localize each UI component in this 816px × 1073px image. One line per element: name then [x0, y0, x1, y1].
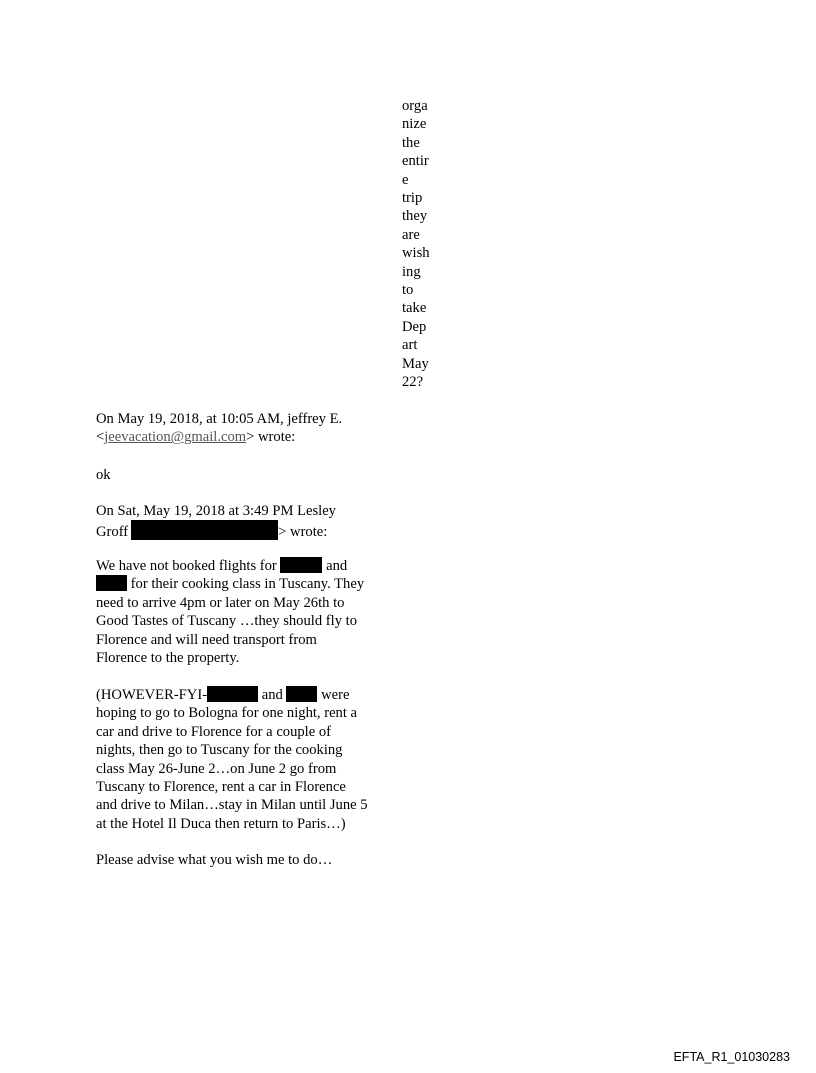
quote-header-line: On May 19, 2018, at 10:05 AM, jeffrey E.: [96, 411, 343, 427]
column-word: take: [402, 300, 427, 317]
quote-header-line: [96, 520, 406, 541]
wrapped-text-column: [402, 97, 436, 392]
column-word: 22?: [402, 374, 424, 391]
paragraph-text: (HOWEVER-FYI-: [96, 687, 208, 703]
paragraph-text: We have not booked flights for: [96, 558, 277, 574]
column-word: art: [402, 337, 418, 354]
column-word: e: [402, 171, 409, 188]
paragraph-text: Good Tastes of Tuscany …they should fly to: [96, 613, 357, 630]
paragraph-text: nights, then go to Tuscany for the cooking: [96, 742, 343, 759]
column-word: wish: [402, 245, 430, 262]
redaction-block: [280, 557, 322, 573]
paragraph-text: were: [321, 687, 350, 703]
column-word: Dep: [402, 318, 427, 335]
paragraph-text: at the Hotel Il Duca then return to Paris…): [96, 815, 346, 832]
paragraph-text: and drive to Milan…stay in Milan until June 5: [96, 797, 368, 814]
paragraph-text: and: [326, 558, 348, 574]
email-link[interactable]: jeevacation@gmail.com: [104, 429, 247, 446]
column-word: they: [402, 208, 428, 225]
paragraph-text: car and drive to Florence for a couple of: [96, 723, 332, 740]
redaction-block: [286, 686, 317, 702]
column-word: orga: [402, 98, 428, 114]
paragraph-text: and: [261, 687, 283, 703]
reply-text: ok: [96, 467, 111, 483]
column-word: entir: [402, 153, 429, 170]
closing-line: Please advise what you wish me to do…: [96, 852, 333, 868]
redaction-block: [131, 520, 278, 540]
column-word: May: [402, 355, 429, 372]
column-word: are: [402, 226, 420, 243]
paragraph-text: need to arrive 4pm or later on May 26th to: [96, 594, 345, 611]
wrote-label: > wrote:: [278, 524, 328, 541]
paragraph-text: hoping to go to Bologna for one night, rent a: [96, 705, 358, 722]
redaction-block: [96, 575, 127, 591]
paragraph-text: for their cooking class in Tuscany. They: [130, 576, 365, 593]
column-word: ing: [402, 263, 421, 280]
paragraph-flights: [96, 557, 406, 667]
sender-name: Groff: [96, 524, 129, 541]
paragraph-itinerary: [96, 686, 406, 833]
column-word: the: [402, 134, 420, 151]
paragraph-text: Florence to the property.: [96, 650, 240, 667]
paragraph-text: class May 26-June 2…on June 2 go from: [96, 760, 337, 777]
angle-bracket: <: [96, 429, 105, 446]
quote-header-1: [96, 410, 406, 447]
quote-header-line: [96, 428, 406, 446]
wrote-label: > wrote:: [246, 429, 296, 446]
quote-header-line: On Sat, May 19, 2018 at 3:49 PM Lesley: [96, 503, 336, 519]
paragraph-text: Tuscany to Florence, rent a car in Florence: [96, 779, 346, 796]
column-word: nize: [402, 116, 427, 133]
document-id-footer: EFTA_R1_01030283: [673, 1050, 790, 1064]
column-word: trip: [402, 190, 423, 207]
paragraph-text: Florence and will need transport from: [96, 631, 317, 648]
quote-header-2: [96, 502, 406, 542]
redaction-block: [207, 686, 258, 702]
column-word: to: [402, 282, 414, 299]
